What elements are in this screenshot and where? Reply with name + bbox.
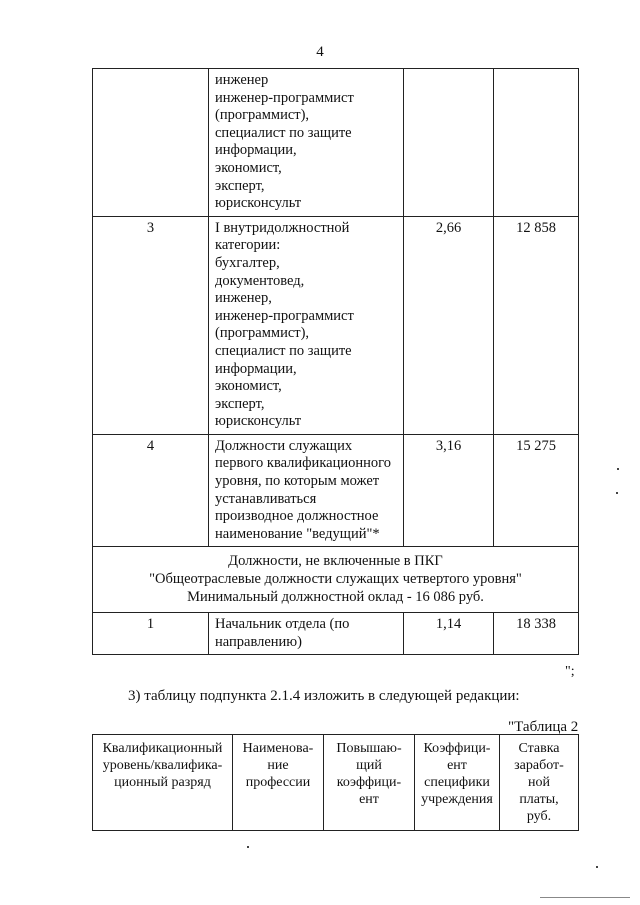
position-line: эксперт,	[215, 177, 265, 194]
scan-mark	[247, 846, 249, 848]
position-line: бухгалтер,	[215, 254, 280, 271]
coefficient-cell: 3,16	[404, 434, 494, 547]
coefficient-cell: 1,14	[404, 613, 494, 655]
position-line: уровня, по которым может	[215, 473, 380, 490]
position-line: информации,	[215, 142, 297, 159]
header-row	[93, 735, 579, 831]
scan-mark	[540, 897, 630, 898]
header-line: Квалификационный	[102, 741, 223, 756]
section-header-row	[93, 547, 579, 613]
salary-cell	[494, 69, 579, 217]
position-line: юрисконсульт	[215, 195, 302, 212]
table-caption: "Таблица 2	[508, 719, 579, 735]
row-number: 1	[93, 613, 209, 655]
page-number: 4	[316, 44, 324, 60]
header-cell-qualification	[93, 735, 233, 831]
position-line: эксперт,	[215, 395, 265, 412]
row-number: 3	[93, 216, 209, 434]
salary-cell: 12 858	[494, 216, 579, 434]
position-line: (программист),	[215, 107, 310, 124]
header-line: Коэффици-	[423, 741, 491, 756]
position-list	[209, 216, 404, 434]
position-line: инженер,	[215, 290, 272, 307]
position-line: инженер	[215, 72, 269, 88]
header-line: щий	[356, 758, 382, 773]
position-line: специалист по защите	[215, 342, 352, 359]
position-line: экономист,	[215, 378, 282, 395]
header-line: ционный разряд	[114, 775, 211, 790]
section-header	[93, 547, 579, 613]
header-line: профессии	[245, 775, 311, 790]
section-line: Должности, не включенные в ПКГ	[228, 553, 443, 570]
table-row	[93, 216, 579, 434]
header-line: платы,	[519, 792, 559, 807]
header-line: ние	[267, 758, 289, 773]
header-line: специфики	[424, 775, 490, 790]
header-line: ной	[528, 775, 550, 790]
header-cell-profession	[233, 735, 324, 831]
header-line: ент	[447, 758, 467, 773]
position-line: (программист),	[215, 325, 310, 342]
position-line: инженер-программист	[215, 307, 354, 324]
position-line: экономист,	[215, 159, 282, 176]
position-list	[209, 613, 404, 655]
header-cell-institution-coefficient	[415, 735, 500, 831]
position-line: первого квалификационного	[215, 455, 391, 472]
closing-quote: ";	[565, 664, 575, 679]
position-line: Начальник отдела (по	[215, 616, 350, 633]
header-line: Ставка	[518, 741, 560, 756]
salary-cell: 15 275	[494, 434, 579, 547]
coefficient-cell	[404, 69, 494, 217]
scan-mark	[617, 468, 619, 470]
position-line: производное должностное	[215, 508, 379, 525]
header-cell-raising-coefficient	[324, 735, 415, 831]
section-line: Минимальный должностной оклад - 16 086 руб.	[187, 588, 484, 605]
header-line: Наименова-	[242, 741, 314, 756]
table-row	[93, 434, 579, 547]
position-line: I внутридолжностной	[215, 219, 350, 236]
position-list	[209, 434, 404, 547]
coefficient-cell: 2,66	[404, 216, 494, 434]
scan-mark	[616, 492, 618, 494]
header-line: заработ-	[514, 758, 564, 773]
salary-cell: 18 338	[494, 613, 579, 655]
instruction-text: 3) таблицу подпункта 2.1.4 изложить в следующей редакции:	[128, 688, 520, 704]
header-line: руб.	[526, 809, 552, 824]
position-line: категории:	[215, 237, 281, 254]
section-line: "Общеотраслевые должности служащих четвертого уровня"	[149, 571, 522, 588]
position-line: документовед,	[215, 272, 305, 289]
position-line: специалист по защите	[215, 124, 352, 141]
position-line: Должности служащих	[215, 437, 353, 454]
header-line: ент	[359, 792, 379, 807]
table-2-header	[92, 734, 579, 831]
row-number: 4	[93, 434, 209, 547]
header-line: уровень/квалифика-	[102, 758, 223, 773]
header-line: коэффици-	[336, 775, 402, 790]
header-cell-wage-rate	[500, 735, 579, 831]
position-line: юрисконсульт	[215, 413, 302, 430]
position-list	[209, 69, 404, 217]
table-row	[93, 613, 579, 655]
position-line: устанавливаться	[215, 490, 317, 507]
table-row	[93, 69, 579, 217]
scan-mark	[596, 866, 598, 868]
salary-table	[92, 68, 579, 655]
header-line: учреждения	[421, 792, 493, 807]
position-line: наименование "ведущий"*	[215, 525, 380, 542]
row-number	[93, 69, 209, 217]
position-line: инженер-программист	[215, 89, 354, 106]
header-line: Повышаю-	[336, 741, 402, 756]
position-line: направлению)	[215, 633, 302, 650]
position-line: информации,	[215, 360, 297, 377]
